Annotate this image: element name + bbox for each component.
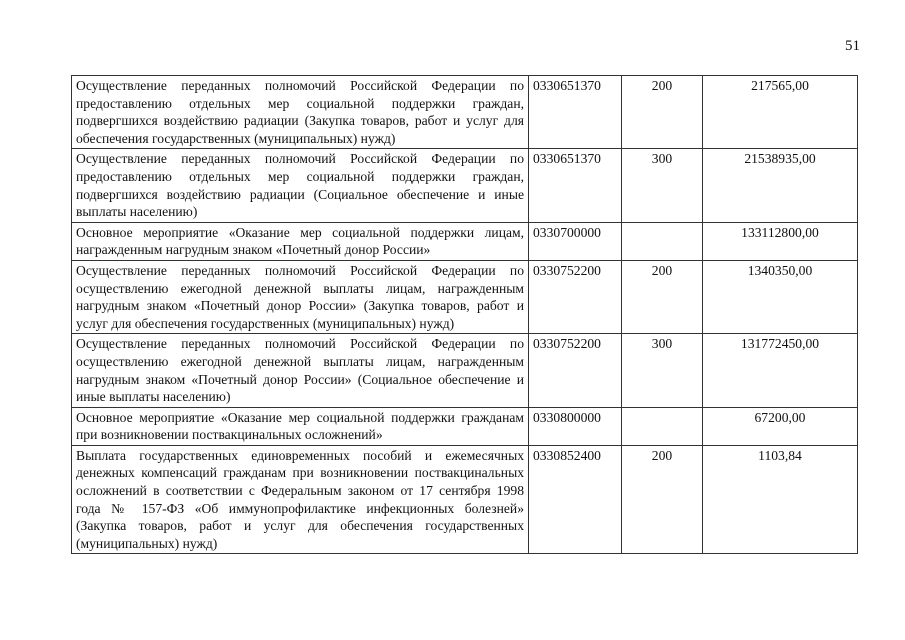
row-description: Основное мероприятие «Оказание мер социальной поддержки гражданам при возникновении поствакцинальных осложнений»: [72, 407, 529, 445]
row-target-code: 0330852400: [529, 445, 622, 554]
row-description: Осуществление переданных полномочий Российской Федерации по осуществлению ежегодной денежной выплаты лицам, награжденным нагрудным знаком «Почетный донор России» (Социальное обеспечение и иные выплаты населению): [72, 334, 529, 407]
table-row: [72, 260, 858, 333]
row-amount: 1103,84: [703, 445, 858, 554]
row-expense-type: [622, 407, 703, 445]
budget-table: [71, 75, 858, 554]
row-description: Основное мероприятие «Оказание мер социальной поддержки лицам, награжденным нагрудным знаком «Почетный донор России»: [72, 222, 529, 260]
page-number: 51: [845, 38, 860, 54]
row-amount: 67200,00: [703, 407, 858, 445]
row-description: Выплата государственных единовременных пособий и ежемесячных денежных компенсаций гражданам при возникновении поствакцинальных осложнений в соответствии с Федеральным законом от 17 сентября 1998 года № 157-ФЗ «Об иммунопрофилактике инфекционных болезней» (Закупка товаров, работ и услуг для обеспечения государственных (муниципальных) нужд): [72, 445, 529, 554]
table-row: [72, 407, 858, 445]
row-target-code: 0330752200: [529, 260, 622, 333]
row-target-code: 0330752200: [529, 334, 622, 407]
row-amount: 131772450,00: [703, 334, 858, 407]
table-row: [72, 334, 858, 407]
row-amount: 133112800,00: [703, 222, 858, 260]
row-target-code: 0330800000: [529, 407, 622, 445]
row-expense-type: 200: [622, 260, 703, 333]
row-expense-type: 200: [622, 445, 703, 554]
table-row: [72, 149, 858, 222]
table-row: [72, 222, 858, 260]
row-expense-type: 300: [622, 149, 703, 222]
row-expense-type: 300: [622, 334, 703, 407]
table-row: [72, 76, 858, 149]
row-description: Осуществление переданных полномочий Российской Федерации по предоставлению отдельных мер социальной поддержки граждан, подвергшихся воздействию радиации (Закупка товаров, работ и услуг для обеспечения государственных (муниципальных) нужд): [72, 76, 529, 149]
row-target-code: 0330651370: [529, 76, 622, 149]
row-description: Осуществление переданных полномочий Российской Федерации по предоставлению отдельных мер социальной поддержки граждан, подвергшихся воздействию радиации (Социальное обеспечение и иные выплаты населению): [72, 149, 529, 222]
row-target-code: 0330651370: [529, 149, 622, 222]
row-expense-type: 200: [622, 76, 703, 149]
row-amount: 1340350,00: [703, 260, 858, 333]
row-description: Осуществление переданных полномочий Российской Федерации по осуществлению ежегодной денежной выплаты лицам, награжденным нагрудным знаком «Почетный донор России» (Закупка товаров, работ и услуг для обеспечения государственных (муниципальных) нужд): [72, 260, 529, 333]
row-amount: 21538935,00: [703, 149, 858, 222]
row-target-code: 0330700000: [529, 222, 622, 260]
table-row: [72, 445, 858, 554]
row-amount: 217565,00: [703, 76, 858, 149]
row-expense-type: [622, 222, 703, 260]
